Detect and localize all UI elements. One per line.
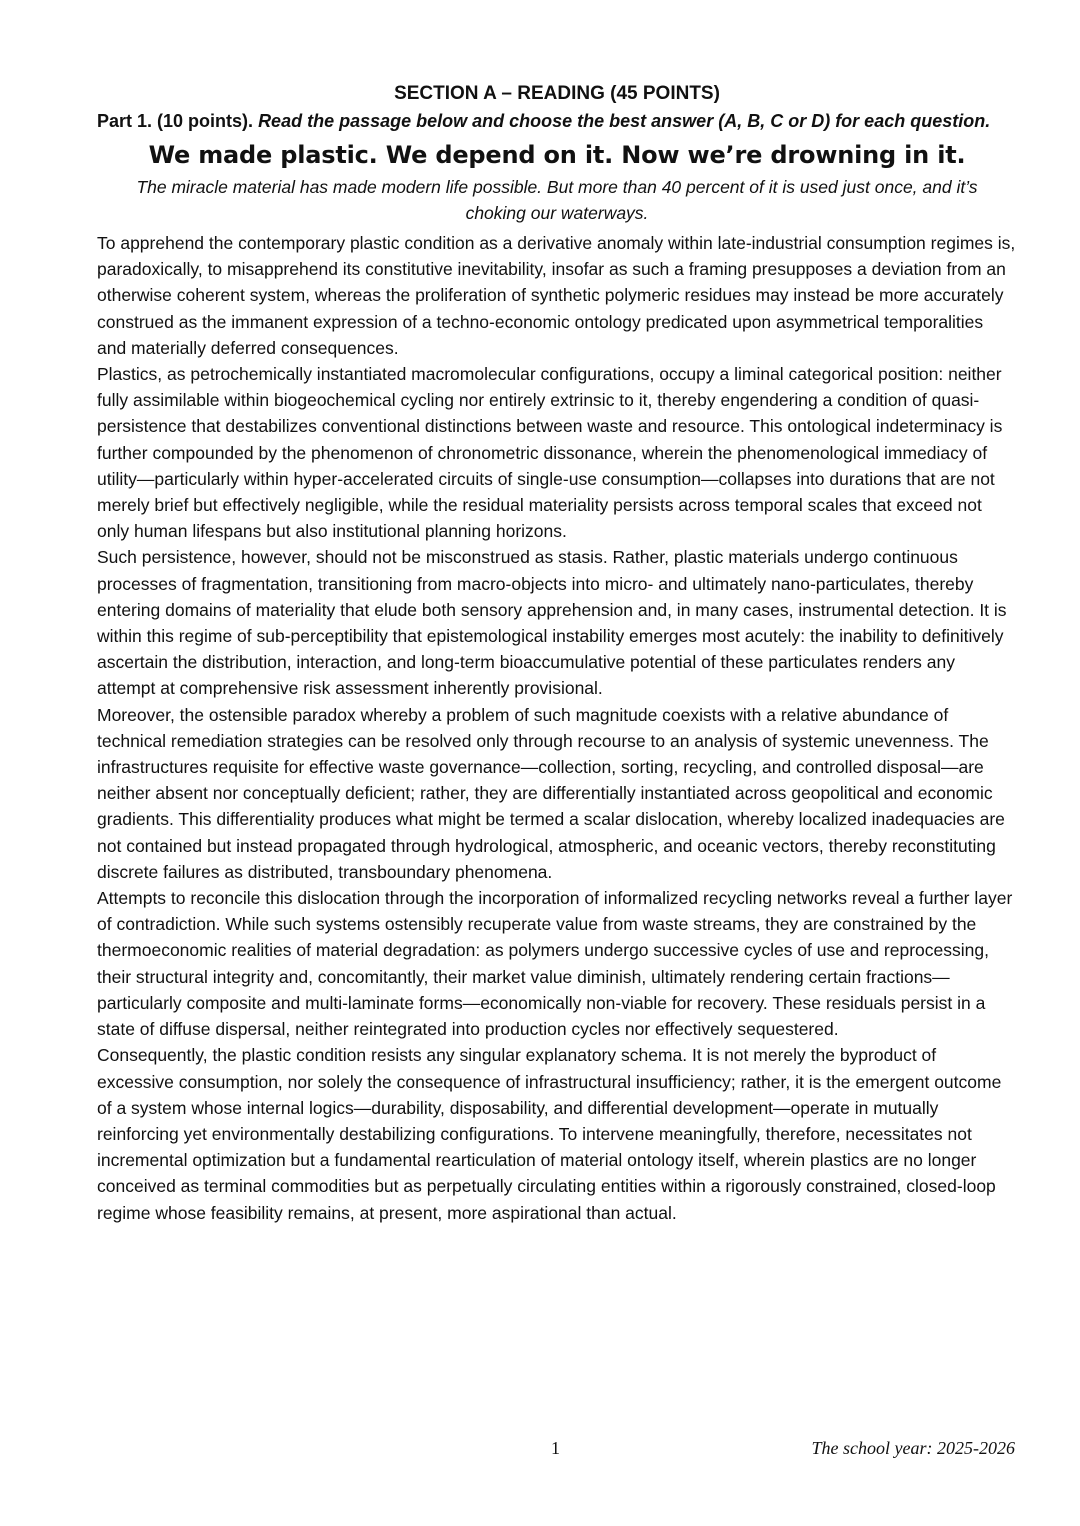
document-page: [97, 80, 1017, 1226]
part-instruction: [97, 108, 1017, 134]
passage-paragraph: Moreover, the ostensible paradox whereby a problem of such magnitude coexists with a relative abundance of technical remediation strategies can be resolved only through recourse to an analysis of systemic unevenness. The infrastructures requisite for effective waste governance—collection, sorting, recycling, and controlled disposal—are neither absent nor conceptually deficient; rather, they are differentially instantiated across geopolitical and economic gradients. This differentiality produces what might be termed a scalar dislocation, whereby localized inadequacies are not contained but instead propagated through hydrological, atmospheric, and oceanic vectors, thereby reconstituting discrete failures as distributed, transboundary phenomena.: [97, 704, 1005, 882]
passage-paragraph: Attempts to reconcile this dislocation through the incorporation of informalized recycling networks reveal a further layer of contradiction. While such systems ostensibly recuperate value from waste streams, they are constrained by the thermoeconomic realities of material degradation: as polymers undergo successive cycles of use and reprocessing, their structural integrity and, concomitantly, their market value diminish, ultimately rendering certain fractions—particularly composite and multi-laminate forms—economically non-viable for recovery. These residuals persist in a state of diffuse dispersal, neither reintegrated into production cycles nor effectively sequestered.: [97, 888, 1013, 1040]
passage-paragraph: Plastics, as petrochemically instantiated macromolecular configurations, occupy a liminal categorical position: neither fully assimilable within biogeochemical cycling nor entirely extrinsic to it, thereby engendering a condition of quasi-persistence that destabilizes conventional distinctions between waste and resource. This ontological indeterminacy is further compounded by the phenomenon of chronometric dissonance, wherein the phenomenological immediacy of utility—particularly within hyper-accelerated circuits of single-use consumption—collapses into durations that are not merely brief but effectively negligible, while the residual materiality persists across temporal scales that exceed not only human lifespans but also institutional planning horizons.: [97, 364, 1003, 542]
school-year: The school year: 2025-2026: [811, 1438, 1015, 1458]
passage-paragraph: To apprehend the contemporary plastic condition as a derivative anomaly within late-industrial consumption regimes is, paradoxically, to misapprehend its constitutive inevitability, insofar as such a framing presupposes a deviation from an otherwise coherent system, whereas the proliferation of synthetic polymeric residues may instead be more accurately construed as the immanent expression of a techno-economic ontology predicated upon asymmetrical temporalities and materially deferred consequences.: [97, 233, 1016, 358]
part-label: Part 1. (10 points).: [97, 111, 254, 131]
article-title: We made plastic. We depend on it. Now we’re drowning in it.: [148, 141, 966, 169]
article-subtitle: The miracle material has made modern life possible. But more than 40 percent of it is used just once, and it’s choking our waterways.: [136, 177, 978, 223]
part-instruction-text: Read the passage below and choose the best answer (A, B, C or D) for each question.: [258, 111, 991, 131]
passage-paragraph: Consequently, the plastic condition resists any singular explanatory schema. It is not merely the byproduct of excessive consumption, nor solely the consequence of infrastructural insufficiency; rather, it is the emergent outcome of a system whose internal logics—durability, disposability, and differential development—operate in mutually reinforcing yet environmentally destabilizing configurations. To intervene meaningfully, therefore, necessitates not incremental optimization but a fundamental rearticulation of material ontology itself, wherein plastics are no longer conceived as terminal commodities but as perpetually circulating entities within a rigorously constrained, closed-loop regime whose feasibility remains, at present, more aspirational than actual.: [97, 1045, 1002, 1223]
page-footer: [0, 1438, 1080, 1466]
page-number: 1: [551, 1438, 560, 1458]
reading-passage: [97, 230, 1017, 1226]
passage-paragraph: Such persistence, however, should not be misconstrued as stasis. Rather, plastic materials undergo continuous processes of fragmentation, transitioning from macro-objects into micro- and ultimately nano-particulates, thereby entering domains of materiality that elude both sensory apprehension and, in many cases, instrumental detection. It is within this regime of sub-perceptibility that epistemological instability emerges most acutely: the inability to definitively ascertain the distribution, interaction, and long-term bioaccumulative potential of these particulates renders any attempt at comprehensive risk assessment inherently provisional.: [97, 547, 1007, 699]
section-heading: SECTION A – READING (45 POINTS): [394, 83, 720, 104]
